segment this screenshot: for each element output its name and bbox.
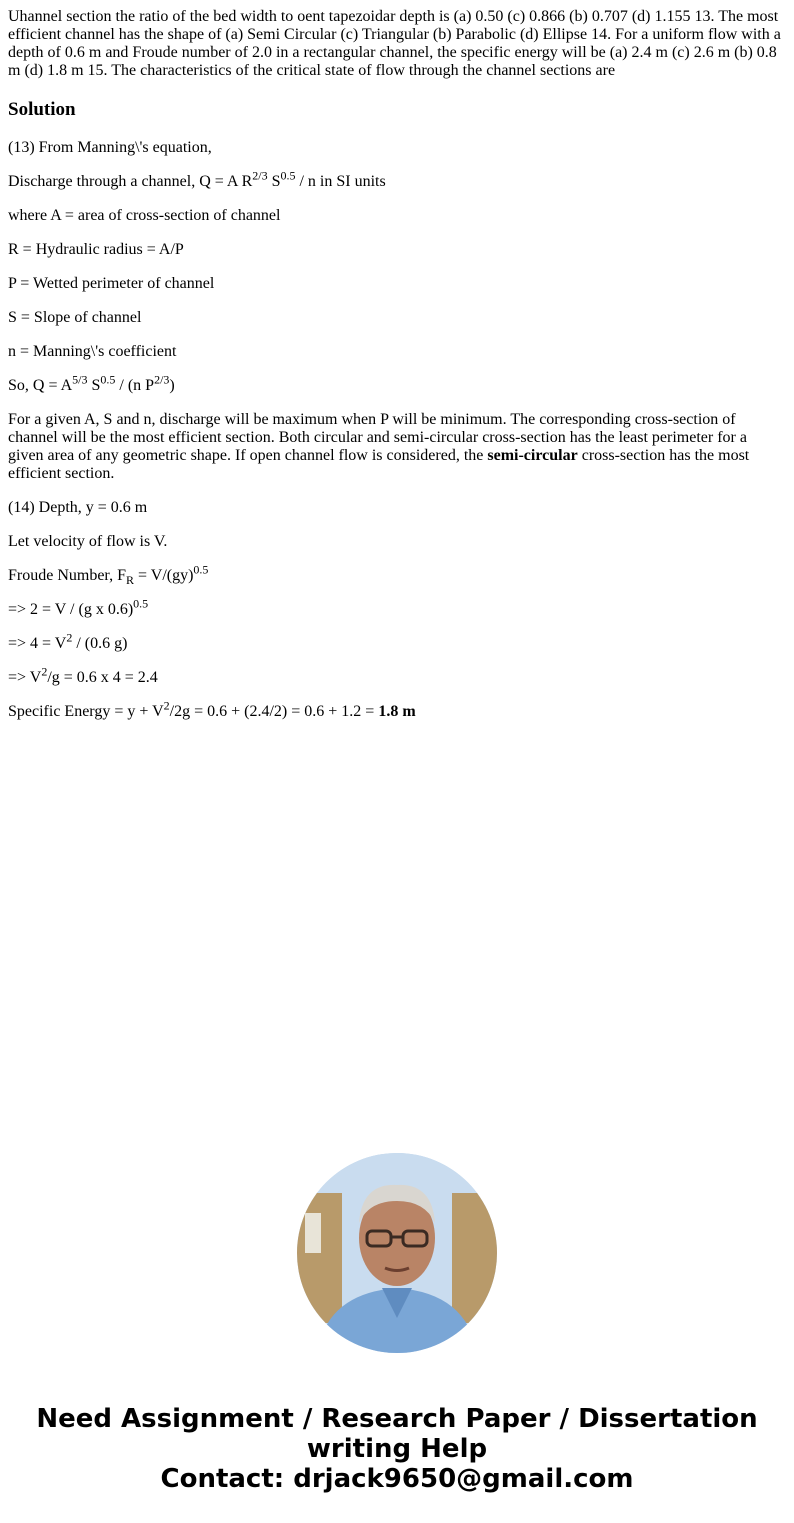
q14-depth: (14) Depth, y = 0.6 m (8, 499, 148, 516)
q13-hydraulic-radius: R = Hydraulic radius = A/P (8, 241, 184, 258)
q14-froude-number: Froude Number, $F_R = V/(gy)^{0.5}$ (8, 562, 209, 588)
q13-explanation: For a given A, S and n, discharge will be maximum when P will be minimum. The corresponding cross-section of channel will be the most efficient section. Both circular and semi-circular cross-section has the least perimeter for a given area of any geometric shape. If open channel flow is considered, the semi-circular cross-section has the most efficient section. (8, 411, 750, 482)
question-text: Uhannel section the ratio of the bed width to oent tapezoidar depth is (a) 0.50 (c) 0.866 (b) 0.707 (d) 1.155 13. The most efficient channel has the shape of (a) Semi Circular (c) Triangular (b) Parabolic (d) Ellipse 14. For a uniform flow with a depth of 0.6 m and Froude number of 2.0 in a rectangular channel, the specific energy will be (a) 2.4 m (c) 2.6 m (b) 0.8 m (d) 1.8 m 15. The characteristics of the critical state of flow through the channel sections are (8, 8, 781, 79)
solution-heading: Solution (8, 99, 76, 120)
q13-slope: S = Slope of channel (8, 309, 142, 326)
footer-line-2: writing Help (306, 1434, 488, 1464)
tutor-avatar (297, 1153, 497, 1353)
tutor-portrait-icon (297, 1153, 497, 1353)
q13-intro: (13) From Manning\'s equation, (8, 139, 212, 156)
q14-step-2: => $4 = V^2 / (0.6$ g) (8, 630, 128, 652)
document-body (8, 8, 786, 737)
q14-step-1: => 2 = V / (g x 0.6)$^{0.5}$ (8, 596, 149, 618)
q13-discharge-equation: Discharge through a channel, Q = A $R^{2/3}$ $S^{0.5}$ / n in SI units (8, 168, 386, 190)
q13-wetted-perimeter: P = Wetted perimeter of channel (8, 275, 215, 292)
q14-specific-energy: Specific Energy = $y + V^2/2g = 0.6 + (2.4/2) = 0.6 + 1.2 = 1.8$ m (8, 698, 416, 720)
help-footer (0, 1404, 794, 1494)
q13-where-area: where A = area of cross-section of channel (8, 207, 281, 224)
q13-so-equation: So, $Q = A^{5/3}$ $S^{0.5} / (n$ $P^{2/3}$) (8, 372, 175, 394)
q14-velocity: Let velocity of flow is V. (8, 533, 168, 550)
footer-contact: Contact: drjack9650@gmail.com (160, 1464, 634, 1494)
q13-manning-coefficient: n = Manning\'s coefficient (8, 343, 177, 360)
footer-line-1: Need Assignment / Research Paper / Dissertation (36, 1404, 758, 1434)
q14-step-3: => $V^2/g = 0.6$ x 4 = 2.4 (8, 664, 158, 686)
